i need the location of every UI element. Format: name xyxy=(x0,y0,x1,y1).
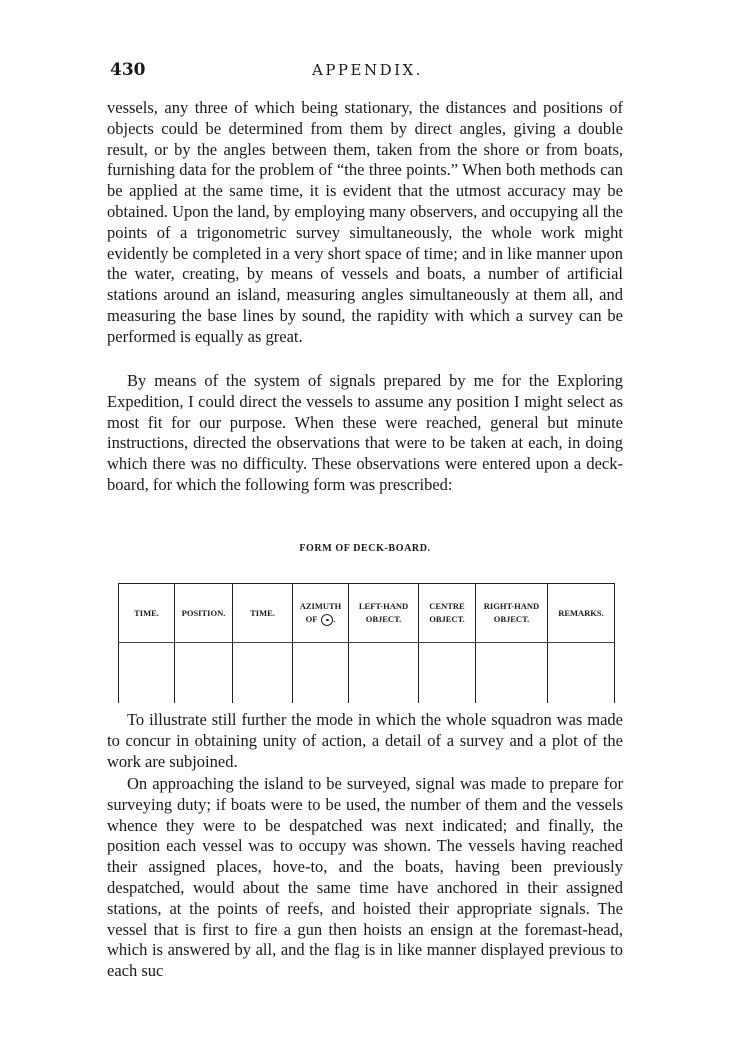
page-number: 430 xyxy=(110,60,146,80)
table-cell xyxy=(233,643,293,704)
page-header xyxy=(110,60,625,84)
sun-symbol-icon xyxy=(321,614,333,626)
table-cell xyxy=(175,643,233,704)
deck-board-form-table xyxy=(118,583,615,703)
table-cell xyxy=(349,643,419,704)
column-header-time: TIME. xyxy=(119,584,175,643)
table-cell xyxy=(419,643,476,704)
column-header-left-hand-object: LEFT-HAND OBJECT. xyxy=(349,584,419,643)
column-header-right-hand-object: RIGHT-HAND OBJECT. xyxy=(476,584,548,643)
paragraph-approaching: On approaching the island to be surveyed, signal was made to prepare for surveying duty; if boats were to be used, the number of them and the vessels whence they were to be despatched was next indicated; and finally, the position each vessel was to occupy was shown. The vessels having reached their assigned places, hove-to, and the boats, having been previously despatched, would about the same time have anchored in their assigned stations, at the points of reefs, and hoisted their appropriate signals. The vessel that is first to fire a gun then hoists an ensign at the foremast-head, which is answered by all, and the flag is in like manner displayed previous to each suc xyxy=(107,774,623,981)
column-header-time-2: TIME. xyxy=(233,584,293,643)
form-caption: FORM OF DECK-BOARD. xyxy=(299,543,431,554)
running-head: APPENDIX. xyxy=(312,61,423,79)
column-header-azimuth: AZIMUTH OF . xyxy=(293,584,349,643)
table-row xyxy=(119,643,615,704)
column-header-position: POSITION. xyxy=(175,584,233,643)
column-header-centre-object: CENTRE OBJECT. xyxy=(419,584,476,643)
table-header-row xyxy=(119,584,615,643)
table-cell xyxy=(476,643,548,704)
paragraph-continuation: vessels, any three of which being stationary, the distances and positions of objects could be determined from them by direct angles, giving a double result, or by the angles between them, taken from the shore or from boats, furnishing data for the problem of “the three points.” When both methods can be applied at the same time, it is evident that the utmost accuracy may be obtained. Upon the land, by employing many observers, and occupying all the points of a trigonometric survey simultaneously, the whole work might evidently be completed in a very short space of time; and in like manner upon the water, creating, by means of vessels and boats, a number of artificial stations around an island, measuring angles simultaneously at them all, and measuring the base lines by sound, the rapidity with which a survey can be performed is equally as great. xyxy=(107,98,623,346)
paragraph-illustrate: To illustrate still further the mode in which the whole squadron was made to concur in obtaining unity of action, a detail of a survey and a plot of the work are subjoined. xyxy=(107,710,623,771)
table-cell xyxy=(119,643,175,704)
paragraph-signals: By means of the system of signals prepared by me for the Exploring Expedition, I could direct the vessels to assume any position I might select as most fit for our purpose. When these were reached, general but minute instructions, directed the observations that were to be taken at each, in doing which there was no difficulty. These observations were entered upon a deck-board, for which the following form was prescribed: xyxy=(107,371,623,494)
column-header-remarks: REMARKS. xyxy=(548,584,615,643)
table-cell xyxy=(548,643,615,704)
table-cell xyxy=(293,643,349,704)
